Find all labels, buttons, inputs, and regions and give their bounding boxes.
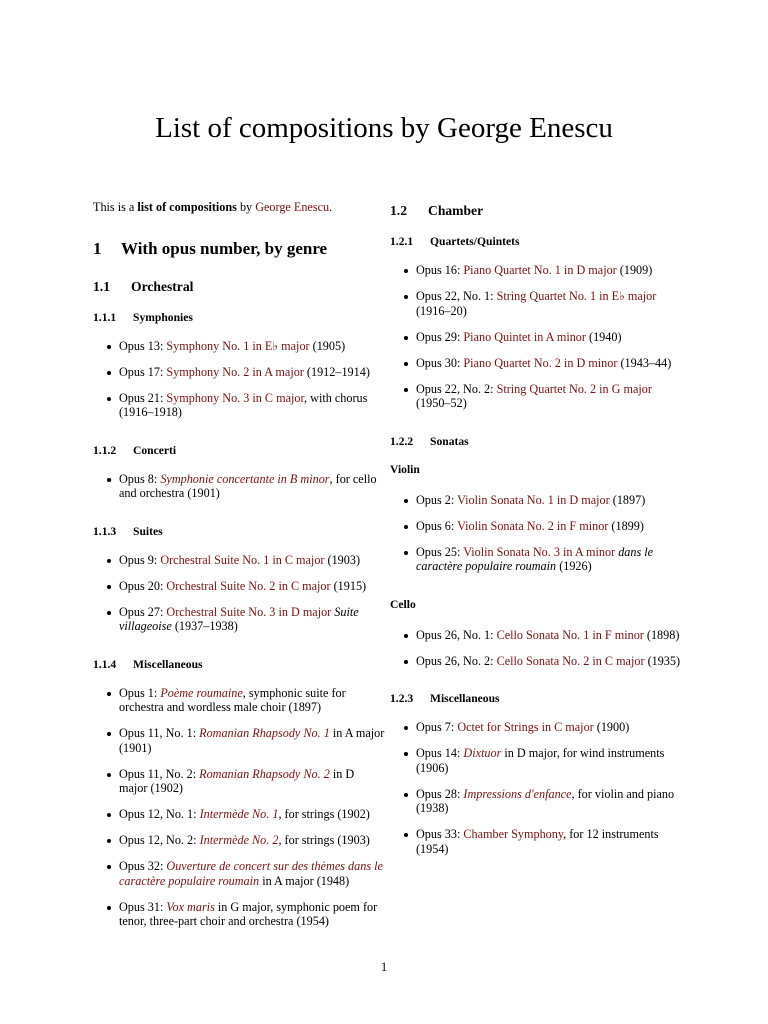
composition-details: (1903) — [324, 552, 361, 567]
opus-label: Opus 6: — [416, 518, 458, 533]
italic-subtitle: dans le caractère populaire roumain — [416, 544, 654, 573]
composition-link[interactable]: Romanian Rhapsody No. 1 — [199, 726, 330, 740]
composition-link[interactable]: String Quartet No. 1 in E♭ major — [496, 289, 657, 303]
list-item — [390, 356, 682, 371]
composition-details: , symphonic suite for orchestra and wordless male choir (1897) — [119, 685, 346, 714]
composition-details: (1897) — [609, 492, 646, 507]
composition-link[interactable]: Poème roumaine — [160, 685, 243, 700]
opus-label: Opus 26, No. 2: — [416, 653, 497, 668]
opus-label: Opus 13: — [119, 338, 167, 353]
composition-link[interactable]: String Quartet No. 2 in G major — [496, 381, 652, 396]
opus-label: Opus 22, No. 2: — [416, 381, 497, 396]
composition-details: (1909) — [616, 263, 653, 277]
page-number: 1 — [380, 960, 388, 974]
composition-details: (1950–52) — [416, 396, 467, 410]
opus-label: Opus 14: — [416, 746, 464, 760]
opus-label: Opus 16: — [416, 263, 464, 277]
composition-link[interactable]: Violin Sonata No. 2 in F minor — [457, 518, 609, 533]
intro-suffix: . — [329, 200, 333, 214]
george-enescu-link[interactable]: George Enescu — [255, 200, 330, 214]
opus-label: Opus 12, No. 2: — [119, 833, 200, 847]
composition-details: (1900) — [593, 720, 630, 734]
opus-label: Opus 32: — [119, 859, 167, 873]
right-column — [390, 200, 682, 880]
composition-details: (1937–1938) — [171, 619, 238, 633]
opus-label: Opus 29: — [416, 329, 464, 344]
list-item — [93, 807, 385, 822]
list-item — [93, 726, 385, 755]
section-number: 1 — [93, 238, 102, 258]
paragraph-heading-violin: Violin — [390, 462, 420, 476]
composition-details: (1943–44) — [617, 355, 672, 370]
left-column — [93, 200, 385, 953]
subsubsection-heading-concerti — [93, 444, 385, 458]
opus-label: Opus 31: — [119, 899, 167, 914]
intro-paragraph — [93, 200, 385, 215]
composition-details: (1898) — [643, 627, 680, 642]
composition-link[interactable]: Orchestral Suite No. 3 in D major — [166, 604, 332, 619]
list-item — [93, 767, 385, 796]
composition-details: (1905) — [309, 338, 346, 353]
composition-details: , for 12 instruments (1954) — [416, 827, 659, 856]
opus-label: Opus 25: — [416, 544, 464, 559]
list-symphonies — [93, 339, 385, 420]
composition-details: , with chorus (1916–1918) — [119, 390, 368, 419]
list-item — [93, 833, 385, 848]
composition-details: , for cello and orchestra (1901) — [119, 471, 377, 500]
composition-details: in A major (1901) — [119, 726, 385, 755]
composition-link[interactable]: Octet for Strings in C major — [457, 720, 594, 734]
composition-details: in D major (1902) — [119, 766, 355, 795]
composition-details: (1935) — [644, 653, 681, 668]
list-item — [390, 289, 682, 318]
list-item — [93, 859, 385, 888]
subsubsection-title: Miscellaneous — [430, 692, 500, 705]
composition-link[interactable]: Orchestral Suite No. 1 in C major — [160, 552, 325, 567]
composition-link[interactable]: Cello Sonata No. 2 in C major — [496, 653, 645, 668]
subsubsection-heading-sonatas — [390, 435, 682, 449]
composition-link[interactable]: Symphony No. 3 in C major — [166, 390, 305, 405]
list-item — [93, 553, 385, 568]
opus-label: Opus 11, No. 1: — [119, 726, 200, 740]
opus-label: Opus 26, No. 1: — [416, 627, 497, 642]
composition-link[interactable]: Intermède No. 1 — [199, 807, 279, 821]
composition-link[interactable]: Violin Sonata No. 1 in D major — [457, 492, 610, 507]
subsubsection-number: 1.2.2 — [390, 434, 414, 448]
subsubsection-title: Concerti — [133, 443, 177, 457]
subsubsection-title: Sonatas — [430, 434, 469, 448]
opus-label: Opus 11, No. 2: — [119, 766, 200, 781]
composition-link[interactable]: Symphony No. 2 in A major — [166, 364, 304, 379]
list-item — [390, 382, 682, 411]
list-quartets — [390, 263, 682, 411]
composition-details: (1915) — [330, 578, 367, 593]
page-title: List of compositions by George Enescu — [155, 112, 613, 144]
opus-label: Opus 30: — [416, 355, 464, 370]
composition-details: (1899) — [608, 518, 644, 533]
opus-label: Opus 17: — [119, 364, 167, 379]
section-title: With opus number, by genre — [121, 238, 328, 258]
composition-link[interactable]: Ouverture de concert sur des thèmes dans le caractère populaire roumain — [119, 859, 383, 888]
subsection-number: 1.1 — [93, 278, 110, 294]
opus-label: Opus 33: — [416, 827, 464, 841]
composition-details: (1926) — [556, 559, 592, 573]
composition-link[interactable]: Dixtuor — [463, 746, 502, 760]
composition-details: , for strings (1902) — [278, 807, 370, 821]
opus-label: Opus 1: — [119, 685, 161, 700]
list-item — [93, 472, 385, 501]
subsection-heading-orchestral — [93, 279, 385, 295]
intro-bold: list of compositions — [137, 200, 237, 214]
list-item — [390, 519, 682, 534]
subsubsection-heading-symphonies — [93, 311, 385, 325]
italic-subtitle: Suite villageoise — [119, 604, 359, 633]
list-item — [390, 827, 682, 856]
list-chamber-misc — [390, 720, 682, 856]
list-item — [390, 330, 682, 345]
composition-details: in A major (1948) — [259, 873, 350, 888]
composition-link[interactable]: Piano Quintet in A minor — [463, 329, 586, 344]
composition-link[interactable]: Vox maris — [166, 899, 215, 914]
subsubsection-number: 1.2.3 — [390, 692, 414, 705]
list-item — [93, 579, 385, 594]
list-item — [390, 720, 682, 735]
opus-label: Opus 20: — [119, 578, 167, 593]
composition-link[interactable]: Symphonie concertante in B minor — [160, 471, 330, 486]
subsubsection-title: Suites — [133, 524, 163, 538]
subsubsection-heading-orchestral-misc — [93, 658, 385, 672]
list-item — [390, 746, 682, 775]
opus-label: Opus 7: — [416, 720, 458, 734]
subsubsection-heading-suites — [93, 525, 385, 539]
list-concerti — [93, 472, 385, 501]
composition-link[interactable]: Intermède No. 2 — [199, 833, 279, 847]
paragraph-heading-cello: Cello — [390, 597, 416, 611]
composition-details: (1912–1914) — [303, 364, 370, 379]
opus-label: Opus 12, No. 1: — [119, 807, 200, 821]
list-item — [390, 787, 682, 816]
opus-label: Opus 2: — [416, 492, 458, 507]
list-item — [93, 900, 385, 929]
composition-link[interactable]: Impressions d'enfance — [463, 786, 572, 801]
list-item — [390, 654, 682, 669]
subsubsection-number: 1.1.1 — [93, 310, 117, 324]
composition-details: in G major, symphonic poem for tenor, three-part choir and orchestra (1954) — [119, 899, 378, 928]
opus-label: Opus 28: — [416, 786, 464, 801]
list-orchestral-misc — [93, 686, 385, 929]
composition-link[interactable]: Piano Quartet No. 2 in D minor — [463, 355, 618, 370]
composition-details: , for strings (1903) — [278, 833, 370, 847]
composition-link[interactable]: Violin Sonata No. 3 in A minor — [463, 544, 616, 559]
list-item — [93, 605, 385, 634]
subsubsection-heading-chamber-misc — [390, 692, 682, 706]
opus-label: Opus 21: — [119, 390, 167, 405]
list-violin — [390, 493, 682, 574]
list-item — [390, 628, 682, 643]
subsubsection-number: 1.1.3 — [93, 524, 117, 538]
list-item — [93, 339, 385, 354]
list-item — [93, 365, 385, 380]
subsubsection-title: Quartets/Quintets — [430, 235, 520, 248]
section-heading — [93, 239, 385, 259]
list-item — [390, 493, 682, 508]
intro-prefix: This is a — [93, 200, 138, 214]
opus-label: Opus 9: — [119, 552, 161, 567]
composition-details: in D major, for wind instruments (1906) — [416, 746, 665, 775]
subsection-title: Orchestral — [131, 278, 194, 294]
list-cello — [390, 628, 682, 669]
subsubsection-number: 1.1.2 — [93, 443, 117, 457]
intro-middle: by — [236, 200, 256, 214]
subsection-heading-chamber — [390, 203, 682, 219]
subsubsection-title: Miscellaneous — [133, 657, 203, 671]
opus-label: Opus 8: — [119, 471, 161, 486]
subsubsection-title: Symphonies — [133, 310, 193, 324]
list-item — [390, 545, 682, 574]
composition-link[interactable]: Orchestral Suite No. 2 in C major — [166, 578, 331, 593]
opus-label: Opus 22, No. 1: — [416, 289, 497, 303]
composition-details: (1940) — [585, 329, 622, 344]
subsubsection-number: 1.2.1 — [390, 235, 414, 248]
list-item — [390, 263, 682, 278]
composition-details: (1916–20) — [416, 303, 467, 318]
composition-link[interactable]: Piano Quartet No. 1 in D major — [463, 263, 617, 277]
list-item — [93, 686, 385, 715]
composition-details: , for violin and piano (1938) — [416, 786, 675, 815]
subsection-number: 1.2 — [390, 203, 407, 218]
subsubsection-heading-quartets — [390, 235, 682, 249]
composition-link[interactable]: Romanian Rhapsody No. 2 — [199, 766, 330, 781]
list-item — [93, 391, 385, 420]
subsection-title: Chamber — [428, 203, 484, 218]
opus-label: Opus 27: — [119, 604, 167, 619]
composition-link[interactable]: Chamber Symphony — [463, 827, 564, 841]
subsubsection-number: 1.1.4 — [93, 657, 117, 671]
composition-link[interactable]: Cello Sonata No. 1 in F minor — [496, 627, 644, 642]
list-suites — [93, 553, 385, 634]
composition-link[interactable]: Symphony No. 1 in E♭ major — [166, 338, 310, 353]
